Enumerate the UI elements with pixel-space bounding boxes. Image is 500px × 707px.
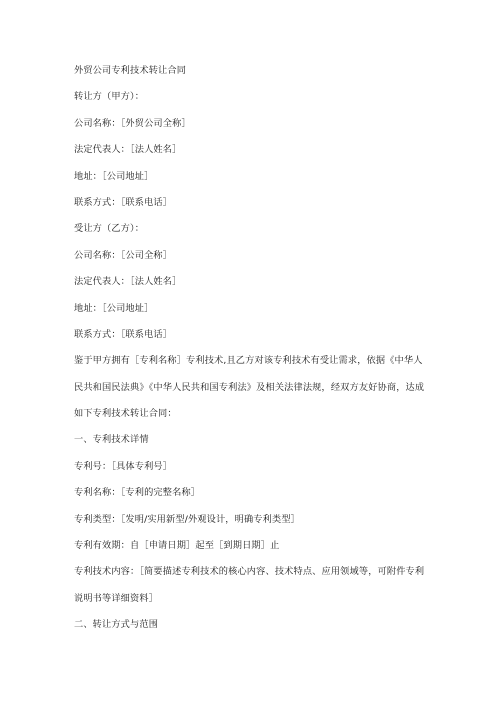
patent-number: 专利号：［具体专利号］ bbox=[74, 460, 173, 472]
party-b-contact: 联系方式：［联系电话］ bbox=[74, 328, 173, 340]
party-b-address: 地址：［公司地址］ bbox=[74, 302, 154, 314]
party-a-address: 地址：［公司地址］ bbox=[74, 170, 154, 182]
patent-validity: 专利有效期：自［申请日期］起至［到期日期］止 bbox=[74, 540, 280, 552]
party-b-heading: 受让方（乙方）： bbox=[74, 223, 145, 235]
party-b-company: 公司名称：［公司全称］ bbox=[74, 249, 173, 261]
document-title: 外贸公司专利技术转让合同 bbox=[74, 65, 187, 76]
patent-content-line: 专利技术内容：［简要描述专利技术的核心内容、技术特点、应用领域等，可附件专利 bbox=[74, 566, 425, 578]
party-a-heading: 转让方（甲方）： bbox=[74, 91, 145, 103]
party-a-company: 公司名称：［外贸公司全称］ bbox=[74, 117, 191, 129]
party-a-contact: 联系方式：［联系电话］ bbox=[74, 196, 173, 208]
section-2-heading: 二、转让方式与范围 bbox=[74, 619, 159, 631]
party-a-representative: 法定代表人：［法人姓名］ bbox=[74, 144, 182, 156]
preamble-line: 如下专利技术转让合同： bbox=[74, 408, 177, 420]
patent-content-paragraph bbox=[74, 565, 434, 604]
preamble-line: 民共和国民法典》《中华人民共和国专利法》及相关法律法规，经双方友好协商，达成 bbox=[74, 381, 425, 393]
preamble-paragraph bbox=[74, 354, 434, 420]
section-1-heading: 一、专利技术详情 bbox=[74, 434, 149, 446]
patent-name: 专利名称：［专利的完整名称］ bbox=[74, 487, 201, 499]
preamble-line: 鉴于甲方拥有［专利名称］专利技术,且乙方对该专利技术有受让需求，依据《中华人 bbox=[74, 355, 423, 367]
document-body bbox=[74, 64, 434, 645]
party-b-representative: 法定代表人：［法人姓名］ bbox=[74, 276, 182, 288]
patent-content-line: 说明书等详细资料］ bbox=[74, 592, 159, 604]
patent-type: 专利类型：［发明/实用新型/外观设计，明确专利类型］ bbox=[74, 513, 300, 525]
